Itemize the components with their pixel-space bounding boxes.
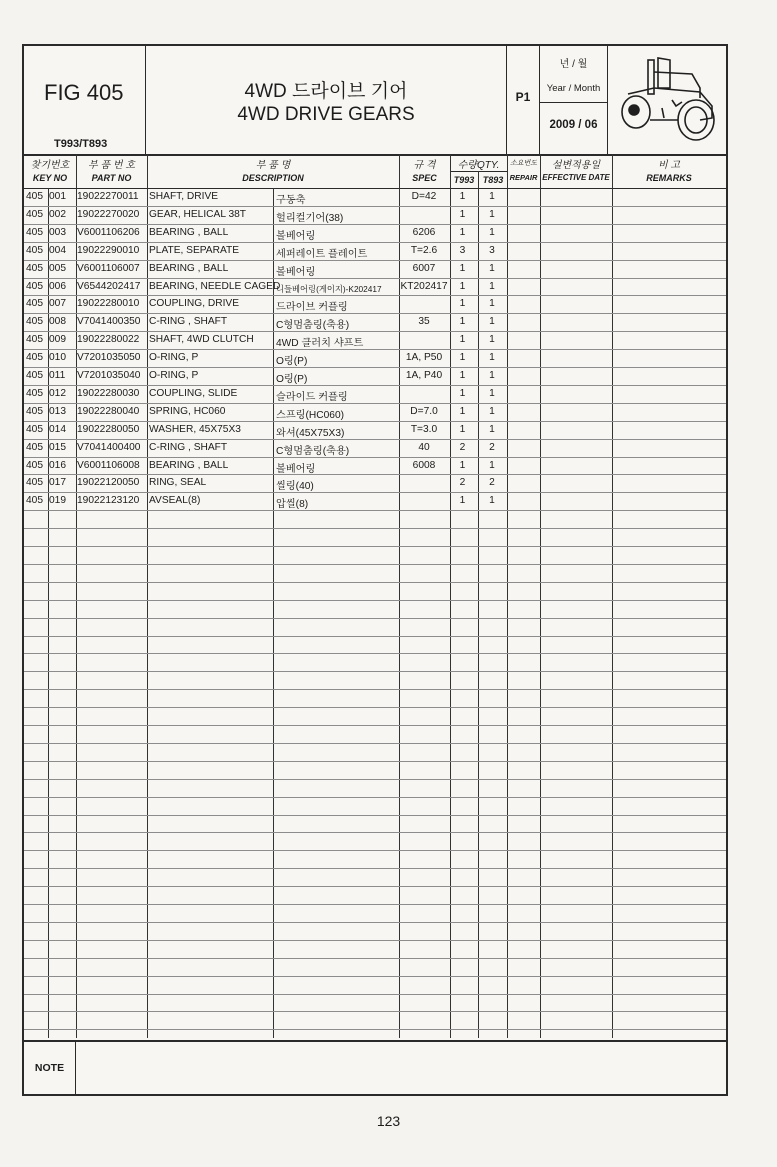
korean-name-cell: 볼베어링 bbox=[276, 230, 316, 242]
figure-number-cell: 405 bbox=[26, 298, 43, 310]
page-number: 123 bbox=[376, 1113, 401, 1129]
figure-number-cell: 405 bbox=[26, 477, 43, 489]
spec-header bbox=[399, 154, 450, 188]
description-cell: C-RING , SHAFT bbox=[149, 316, 228, 328]
qty-t993-cell: 1 bbox=[459, 316, 466, 328]
qty-t893-cell: 1 bbox=[489, 423, 495, 435]
key-no-header-ko: 찾기번호 bbox=[30, 160, 70, 171]
description-cell: BEARING, NEEDLE CAGED bbox=[149, 280, 281, 292]
tractor-icon bbox=[614, 54, 720, 146]
key-number-cell: 014 bbox=[49, 423, 66, 435]
row-rule bbox=[24, 994, 726, 995]
description-cell: COUPLING, SLIDE bbox=[149, 387, 238, 399]
page-code: P1 bbox=[515, 90, 531, 104]
description-cell: BEARING , BALL bbox=[149, 262, 229, 274]
row-rule bbox=[24, 761, 726, 762]
row-rule bbox=[24, 743, 726, 744]
key-number-cell: 011 bbox=[49, 370, 66, 381]
column-header-row bbox=[24, 154, 726, 189]
part-number-cell: V6544202417 bbox=[77, 280, 141, 292]
figure-number-cell: 405 bbox=[26, 352, 43, 364]
key-number-cell: 007 bbox=[49, 298, 66, 310]
table-row bbox=[24, 313, 726, 331]
key-no-header bbox=[24, 154, 76, 188]
spec-cell: T=3.0 bbox=[410, 423, 438, 435]
row-rule bbox=[24, 582, 726, 583]
part-no-header-ko: 부 품 번 호 bbox=[88, 160, 135, 171]
table-row bbox=[24, 206, 726, 224]
part-number-cell: V7041400350 bbox=[77, 316, 141, 328]
spec-cell: 1A, P50 bbox=[405, 352, 443, 364]
korean-name-cell: O링(P) bbox=[276, 356, 308, 368]
qty-t993-cell: 1 bbox=[459, 262, 466, 274]
spec-cell: 1A, P40 bbox=[405, 370, 443, 381]
description-cell: AVSEAL(8) bbox=[149, 495, 201, 507]
remarks-header-ko: 비 고 bbox=[657, 160, 681, 171]
spec-cell: D=7.0 bbox=[410, 405, 438, 417]
part-number-cell: V6001106206 bbox=[77, 226, 140, 238]
year-month-cell bbox=[540, 46, 608, 154]
qty-t993-cell: 1 bbox=[459, 191, 466, 202]
figure-number-cell: 405 bbox=[26, 370, 43, 381]
description-cell: PLATE, SEPARATE bbox=[149, 244, 240, 256]
part-number-cell: 19022280022 bbox=[77, 334, 140, 346]
figure-number-cell: 405 bbox=[26, 208, 43, 220]
figure-number-cell: 405 bbox=[26, 316, 43, 328]
effective-date-header bbox=[540, 154, 612, 188]
row-rule bbox=[24, 1029, 726, 1030]
parts-sheet bbox=[22, 44, 728, 1096]
table-row bbox=[24, 242, 726, 260]
description-cell: SHAFT, DRIVE bbox=[149, 191, 219, 202]
qty-t893-cell: 3 bbox=[489, 244, 495, 256]
repair-header-ko: 소요번도 bbox=[509, 160, 538, 167]
title-korean: 4WD 드라이브 기어 bbox=[244, 81, 408, 102]
description-cell: BEARING , BALL bbox=[149, 459, 229, 471]
repair-header-en: REPAIR bbox=[509, 173, 538, 182]
row-rule bbox=[24, 564, 726, 565]
row-rule bbox=[24, 904, 726, 905]
spec-cell: 6007 bbox=[412, 262, 436, 274]
qty-t993-cell: 1 bbox=[459, 334, 466, 346]
figure-number-cell: 405 bbox=[26, 191, 43, 202]
description-cell: BEARING , BALL bbox=[149, 226, 229, 238]
figure-number-cell: 405 bbox=[26, 441, 43, 453]
table-row bbox=[24, 260, 726, 278]
figure-number-cell: 405 bbox=[26, 405, 43, 417]
description-cell: SPRING, HC060 bbox=[149, 405, 226, 417]
figure-number-cell: 405 bbox=[26, 387, 43, 399]
qty-t993-cell: 1 bbox=[459, 280, 466, 292]
row-rule bbox=[24, 976, 726, 977]
korean-name-cell: 씰링(40) bbox=[276, 481, 314, 493]
figure-number-cell: 405 bbox=[26, 262, 43, 274]
qty-t893-header: T893 bbox=[478, 171, 507, 188]
qty-t893-cell: 1 bbox=[489, 334, 495, 346]
note-label: NOTE bbox=[24, 1042, 76, 1094]
table-row bbox=[24, 403, 726, 421]
qty-t893-cell: 1 bbox=[489, 262, 495, 274]
description-header bbox=[147, 154, 399, 188]
title-english: 4WD DRIVE GEARS bbox=[237, 104, 415, 125]
spec-cell: 6206 bbox=[412, 226, 436, 238]
korean-name-cell: 세퍼레이트 플레이트 bbox=[276, 248, 368, 260]
korean-name-cell: O링(P) bbox=[276, 374, 308, 385]
note-section bbox=[24, 1040, 726, 1094]
figure-number-cell: 405 bbox=[26, 334, 43, 346]
part-number-cell: 19022280040 bbox=[77, 405, 140, 417]
spec-cell: 35 bbox=[418, 316, 430, 328]
key-number-cell: 005 bbox=[49, 262, 66, 274]
key-number-cell: 006 bbox=[49, 280, 66, 292]
korean-name-cell: C형멈춤링(축용) bbox=[276, 320, 350, 332]
table-row bbox=[24, 367, 726, 385]
korean-name-cell: 볼베어링 bbox=[276, 266, 316, 278]
row-rule bbox=[24, 958, 726, 959]
description-cell: COUPLING, DRIVE bbox=[149, 298, 240, 310]
qty-t993-cell: 1 bbox=[459, 298, 466, 310]
qty-t893-cell: 1 bbox=[489, 280, 495, 292]
part-number-cell: V6001106008 bbox=[77, 459, 140, 471]
key-number-cell: 012 bbox=[49, 387, 66, 399]
row-rule bbox=[24, 671, 726, 672]
qty-t893-cell: 1 bbox=[489, 459, 495, 471]
part-number-cell: V6001106007 bbox=[77, 262, 140, 274]
table-row bbox=[24, 492, 726, 510]
korean-name-cell: 와셔(45X75X3) bbox=[276, 427, 345, 439]
table-row bbox=[24, 421, 726, 439]
sheet-header bbox=[24, 46, 726, 156]
row-rule bbox=[24, 779, 726, 780]
row-rule bbox=[24, 850, 726, 851]
korean-name-cell: 니들베어링(게이지)-K202417 bbox=[276, 283, 382, 294]
figure-number-cell: 405 bbox=[26, 495, 43, 507]
part-number-cell: 19022270020 bbox=[77, 208, 140, 220]
korean-name-cell: 볼베어링 bbox=[276, 463, 316, 475]
table-row bbox=[24, 278, 726, 296]
qty-t993-cell: 1 bbox=[459, 459, 466, 471]
part-number-cell: V7201035040 bbox=[77, 370, 141, 381]
qty-t993-cell: 1 bbox=[459, 405, 466, 417]
table-row bbox=[24, 188, 726, 206]
key-number-cell: 013 bbox=[49, 405, 66, 417]
figure-number-cell: 405 bbox=[26, 280, 43, 292]
table-row bbox=[24, 457, 726, 475]
description-header-en: DESCRIPTION bbox=[242, 173, 304, 183]
korean-name-cell: 슬라이드 커플링 bbox=[276, 391, 348, 403]
spec-cell: T=2.6 bbox=[410, 244, 438, 256]
row-rule bbox=[24, 815, 726, 816]
spec-cell: KT202417 bbox=[400, 280, 448, 292]
part-number-cell: 19022270011 bbox=[77, 191, 139, 202]
qty-t893-cell: 1 bbox=[489, 316, 495, 328]
figure-number-cell: 405 bbox=[26, 244, 43, 256]
qty-t893-cell: 1 bbox=[489, 387, 495, 399]
model-label: T993/T893 bbox=[54, 138, 108, 150]
row-rule bbox=[24, 689, 726, 690]
qty-t893-cell: 2 bbox=[489, 441, 495, 453]
part-number-cell: 19022280050 bbox=[77, 423, 140, 435]
qty-t993-cell: 1 bbox=[459, 423, 466, 435]
description-cell: SHAFT, 4WD CLUTCH bbox=[149, 334, 254, 346]
korean-name-cell: C형멈춤링(축용) bbox=[276, 445, 350, 457]
year-month-value: 2009 / 06 bbox=[549, 119, 598, 131]
key-number-cell: 009 bbox=[49, 334, 66, 346]
remarks-header-en: REMARKS bbox=[646, 173, 692, 183]
row-rule bbox=[24, 636, 726, 637]
figure-cell bbox=[24, 46, 146, 154]
row-rule bbox=[24, 725, 726, 726]
year-month-korean: 년 / 월 bbox=[559, 59, 588, 70]
qty-t993-cell: 1 bbox=[459, 370, 466, 381]
remarks-header bbox=[612, 154, 726, 188]
part-number-cell: 19022123120 bbox=[77, 495, 140, 507]
row-rule bbox=[24, 922, 726, 923]
row-rule bbox=[24, 886, 726, 887]
row-rule bbox=[24, 528, 726, 529]
description-cell: O-RING, P bbox=[149, 370, 199, 381]
part-no-header-en: PART NO bbox=[91, 173, 132, 183]
figure-number-cell: 405 bbox=[26, 226, 43, 238]
row-rule bbox=[24, 832, 726, 833]
qty-t993-header: T993 bbox=[450, 171, 478, 188]
key-number-cell: 016 bbox=[49, 459, 66, 471]
row-rule bbox=[24, 1011, 726, 1012]
spec-cell: 6008 bbox=[412, 459, 436, 471]
table-row bbox=[24, 439, 726, 457]
qty-t893-cell: 1 bbox=[489, 495, 495, 507]
table-row bbox=[24, 385, 726, 403]
page-code-cell bbox=[507, 46, 540, 154]
repair-header bbox=[507, 154, 540, 188]
qty-t893-cell: 1 bbox=[489, 405, 495, 417]
row-rule bbox=[24, 653, 726, 654]
qty-t993-cell: 1 bbox=[459, 208, 466, 220]
effective-date-header-en: EFFECTIVE DATE bbox=[542, 173, 610, 182]
key-number-cell: 003 bbox=[49, 226, 66, 238]
description-header-ko: 부 품 명 bbox=[255, 160, 291, 171]
part-number-cell: V7041400400 bbox=[77, 441, 141, 453]
key-number-cell: 008 bbox=[49, 316, 66, 328]
part-no-header bbox=[76, 154, 147, 188]
korean-name-cell: 스프링(HC060) bbox=[276, 409, 345, 421]
row-rule bbox=[24, 797, 726, 798]
part-number-cell: 19022280010 bbox=[77, 298, 140, 310]
part-number-cell: 19022280030 bbox=[77, 387, 140, 399]
qty-t993-cell: 2 bbox=[459, 477, 466, 489]
key-number-cell: 015 bbox=[49, 441, 66, 453]
key-number-cell: 017 bbox=[49, 477, 66, 489]
qty-t993-cell: 1 bbox=[459, 387, 466, 399]
figure-number: FIG 405 bbox=[44, 80, 124, 105]
table-row bbox=[24, 295, 726, 313]
description-cell: GEAR, HELICAL 38T bbox=[149, 208, 247, 220]
key-number-cell: 002 bbox=[49, 208, 66, 220]
qty-header-ko: 수량QTY. bbox=[457, 160, 500, 171]
qty-t893-cell: 1 bbox=[489, 208, 495, 220]
row-rule bbox=[24, 618, 726, 619]
spec-header-ko: 규 격 bbox=[413, 160, 436, 171]
qty-t993-cell: 1 bbox=[459, 352, 466, 364]
qty-t893-cell: 1 bbox=[489, 226, 495, 238]
description-cell: O-RING, P bbox=[149, 352, 199, 364]
key-number-cell: 019 bbox=[49, 495, 66, 507]
tractor-image-cell bbox=[608, 46, 726, 154]
row-rule bbox=[24, 510, 726, 511]
key-number-cell: 001 bbox=[49, 191, 66, 202]
description-cell: WASHER, 45X75X3 bbox=[149, 423, 241, 435]
spec-cell: D=42 bbox=[411, 191, 437, 202]
korean-name-cell: 압씰(8) bbox=[276, 499, 309, 511]
key-no-header-en: KEY NO bbox=[32, 173, 68, 183]
qty-t893-cell: 1 bbox=[489, 298, 495, 310]
korean-name-cell: 헐리컬기어(38) bbox=[276, 212, 344, 224]
table-row bbox=[24, 331, 726, 349]
qty-t993-cell: 2 bbox=[459, 441, 466, 453]
qty-t993-cell: 1 bbox=[459, 495, 466, 507]
korean-name-cell: 4WD 클러치 샤프트 bbox=[276, 338, 364, 350]
qty-t893-cell: 1 bbox=[489, 370, 495, 381]
part-number-cell: 19022120050 bbox=[77, 477, 140, 489]
figure-number-cell: 405 bbox=[26, 459, 43, 471]
qty-t893-cell: 1 bbox=[489, 352, 495, 364]
qty-t993-cell: 1 bbox=[459, 226, 466, 238]
table-row bbox=[24, 474, 726, 492]
parts-table-body bbox=[24, 188, 726, 1042]
qty-t893-cell: 2 bbox=[489, 477, 495, 489]
row-rule bbox=[24, 546, 726, 547]
part-number-cell: 19022290010 bbox=[77, 244, 140, 256]
spec-header-en: SPEC bbox=[412, 173, 437, 183]
figure-number-cell: 405 bbox=[26, 423, 43, 435]
korean-name-cell: 드라이브 커플링 bbox=[276, 302, 348, 314]
description-cell: RING, SEAL bbox=[149, 477, 207, 489]
row-rule bbox=[24, 940, 726, 941]
description-cell: C-RING , SHAFT bbox=[149, 441, 228, 453]
key-number-cell: 010 bbox=[49, 352, 66, 364]
part-number-cell: V7201035050 bbox=[77, 352, 141, 364]
spec-cell: 40 bbox=[418, 441, 430, 453]
row-rule bbox=[24, 600, 726, 601]
row-rule bbox=[24, 707, 726, 708]
title-cell bbox=[146, 46, 507, 154]
qty-t993-cell: 3 bbox=[459, 244, 466, 256]
year-month-english: Year / Month bbox=[546, 83, 601, 94]
qty-t893-cell: 1 bbox=[489, 191, 495, 202]
table-row bbox=[24, 349, 726, 367]
table-row bbox=[24, 224, 726, 242]
row-rule bbox=[24, 868, 726, 869]
korean-name-cell: 구동축 bbox=[276, 195, 306, 206]
effective-date-header-ko: 설변적용일 bbox=[551, 160, 601, 171]
key-number-cell: 004 bbox=[49, 244, 66, 256]
